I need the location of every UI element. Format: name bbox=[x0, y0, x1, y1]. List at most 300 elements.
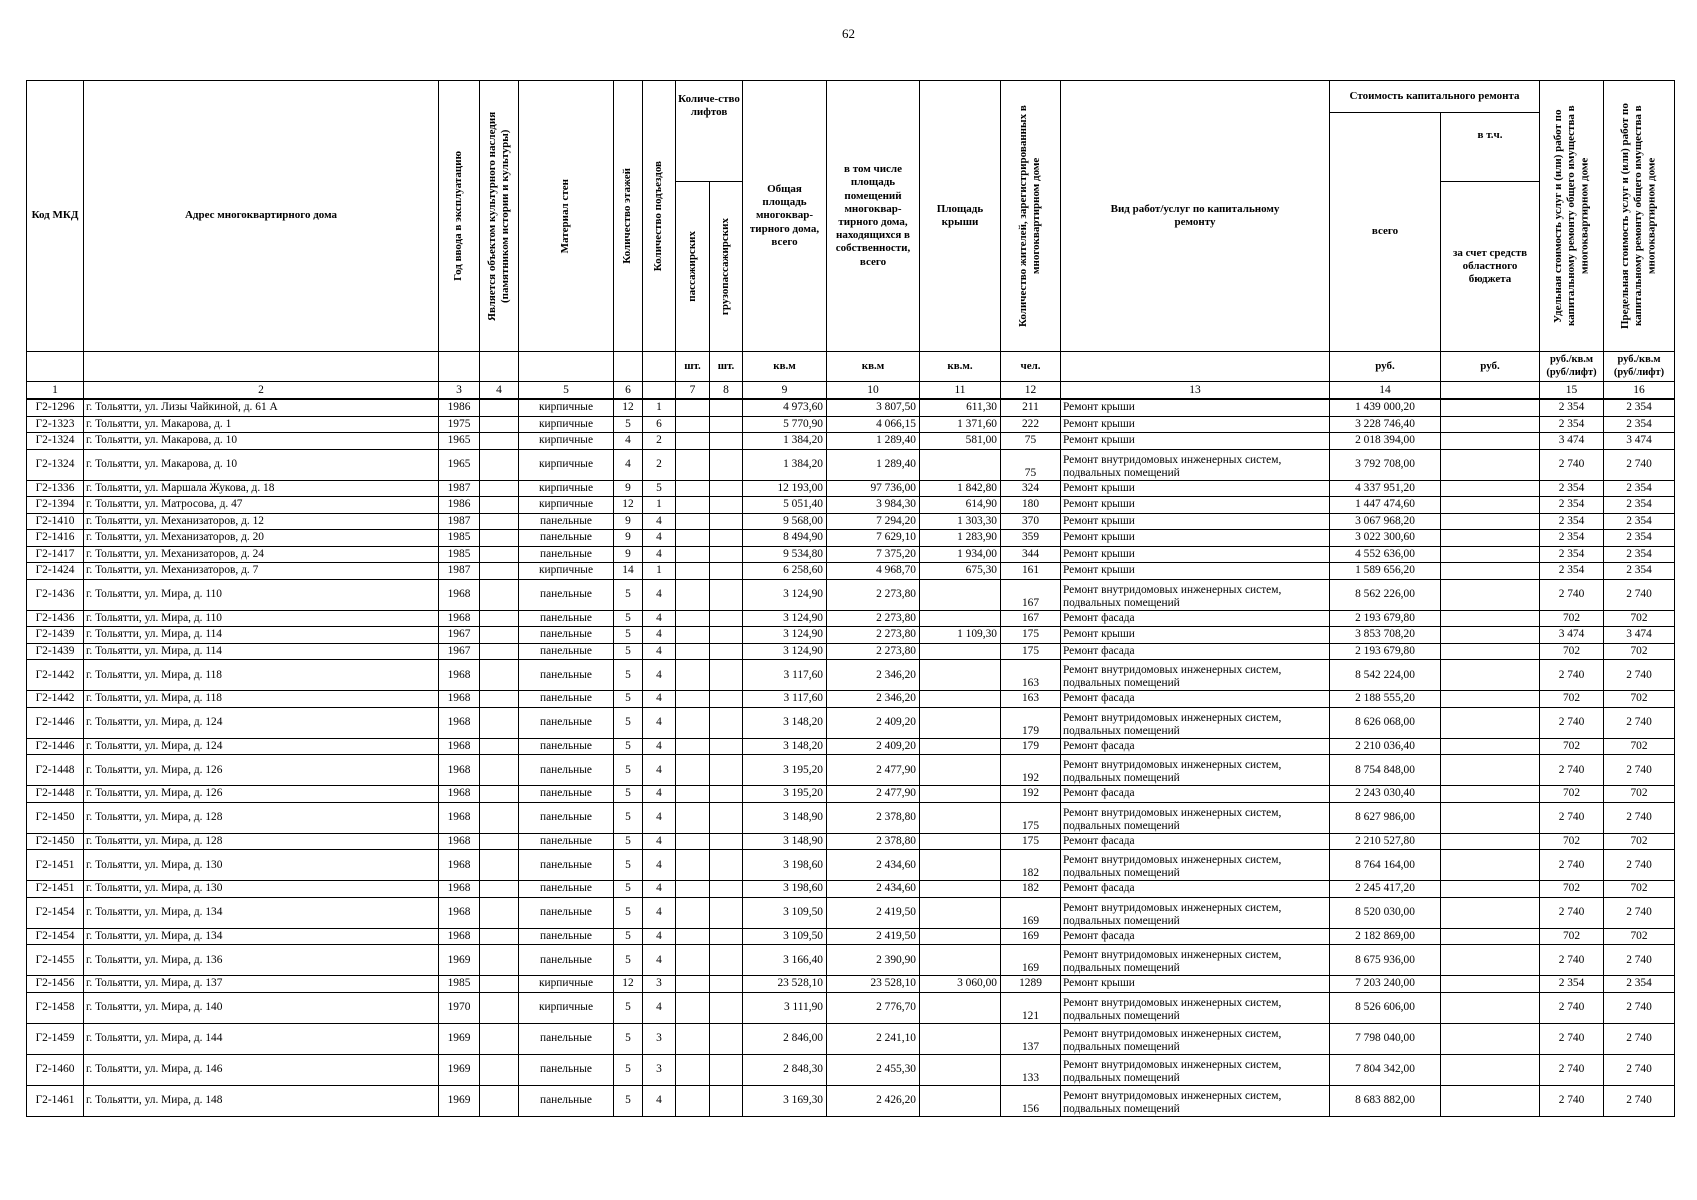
cell-code: Г2-1451 bbox=[27, 881, 84, 898]
cell-residents: 175 bbox=[1001, 627, 1061, 644]
cell-area-total: 3 111,90 bbox=[743, 992, 827, 1023]
cell-entrances: 6 bbox=[643, 416, 676, 433]
cell-work: Ремонт крыши bbox=[1061, 546, 1330, 563]
cell-heritage bbox=[480, 433, 519, 450]
cell-roof bbox=[920, 579, 1001, 610]
unit-pcs-pass: шт. bbox=[676, 352, 710, 382]
cell-code: Г2-1448 bbox=[27, 786, 84, 803]
cell-cost-total: 2 243 030,40 bbox=[1330, 786, 1441, 803]
cell-unit-cost: 2 740 bbox=[1540, 802, 1604, 833]
cell-lifts-cargo bbox=[710, 579, 743, 610]
cell-roof bbox=[920, 786, 1001, 803]
cell-lifts-pass bbox=[676, 802, 710, 833]
cell-code: Г2-1296 bbox=[27, 399, 84, 416]
cell-area-owned: 23 528,10 bbox=[827, 976, 920, 993]
cell-floors: 5 bbox=[614, 660, 643, 691]
cell-year: 1968 bbox=[439, 738, 480, 755]
cell-floors: 5 bbox=[614, 802, 643, 833]
cell-work: Ремонт фасада bbox=[1061, 881, 1330, 898]
cell-area-total: 3 124,90 bbox=[743, 610, 827, 627]
cell-cost-total: 7 804 342,00 bbox=[1330, 1054, 1441, 1085]
cell-limit-cost: 2 740 bbox=[1604, 802, 1675, 833]
cell-lifts-pass bbox=[676, 691, 710, 708]
cell-area-owned: 2 273,80 bbox=[827, 610, 920, 627]
cell-lifts-pass bbox=[676, 945, 710, 976]
cell-cost-regional bbox=[1441, 433, 1540, 450]
column-number: 8 bbox=[710, 382, 743, 400]
cell-entrances: 4 bbox=[643, 897, 676, 928]
header-cost-regional: за счет средств областного бюджета bbox=[1441, 182, 1540, 352]
cell-wall: панельные bbox=[519, 579, 614, 610]
cell-code: Г2-1461 bbox=[27, 1085, 84, 1116]
cell-year: 1965 bbox=[439, 449, 480, 480]
header-floors: Количество этажей bbox=[614, 81, 643, 352]
cell-area-owned: 2 378,80 bbox=[827, 833, 920, 850]
cell-floors: 5 bbox=[614, 897, 643, 928]
cell-roof bbox=[920, 802, 1001, 833]
cell-roof: 675,30 bbox=[920, 563, 1001, 580]
cell-unit-cost: 2 354 bbox=[1540, 497, 1604, 514]
cell-area-owned: 7 294,20 bbox=[827, 513, 920, 530]
cell-entrances: 2 bbox=[643, 433, 676, 450]
header-lifts: Количе-ство лифтов bbox=[676, 81, 743, 182]
cell-lifts-pass bbox=[676, 992, 710, 1023]
cell-unit-cost: 2 740 bbox=[1540, 1023, 1604, 1054]
cell-cost-total: 8 542 224,00 bbox=[1330, 660, 1441, 691]
cell-code: Г2-1436 bbox=[27, 610, 84, 627]
cell-cost-regional bbox=[1441, 707, 1540, 738]
cell-heritage bbox=[480, 738, 519, 755]
cell-cost-total: 8 683 882,00 bbox=[1330, 1085, 1441, 1116]
cell-work: Ремонт крыши bbox=[1061, 513, 1330, 530]
cell-residents: 167 bbox=[1001, 579, 1061, 610]
cell-floors: 5 bbox=[614, 707, 643, 738]
cell-address: г. Тольятти, ул. Мира, д. 114 bbox=[84, 643, 439, 660]
cell-cost-regional bbox=[1441, 563, 1540, 580]
cell-unit-cost: 2 740 bbox=[1540, 579, 1604, 610]
cell-residents: 169 bbox=[1001, 945, 1061, 976]
table-row bbox=[27, 433, 1675, 450]
cell-lifts-pass bbox=[676, 1085, 710, 1116]
cell-wall: панельные bbox=[519, 530, 614, 547]
cell-roof bbox=[920, 738, 1001, 755]
cell-year: 1987 bbox=[439, 563, 480, 580]
cell-year: 1968 bbox=[439, 755, 480, 786]
cell-area-total: 3 148,90 bbox=[743, 833, 827, 850]
cell-floors: 5 bbox=[614, 579, 643, 610]
cell-heritage bbox=[480, 897, 519, 928]
cell-year: 1968 bbox=[439, 928, 480, 945]
cell-residents: 169 bbox=[1001, 928, 1061, 945]
cell-residents: 211 bbox=[1001, 399, 1061, 416]
cell-unit-cost: 702 bbox=[1540, 610, 1604, 627]
cell-code: Г2-1456 bbox=[27, 976, 84, 993]
cell-residents: 359 bbox=[1001, 530, 1061, 547]
cell-floors: 5 bbox=[614, 691, 643, 708]
cell-residents: 121 bbox=[1001, 992, 1061, 1023]
cell-code: Г2-1394 bbox=[27, 497, 84, 514]
cell-work: Ремонт внутридомовых инженерных систем, подвальных помещений bbox=[1061, 660, 1330, 691]
cell-lifts-pass bbox=[676, 928, 710, 945]
cell-roof bbox=[920, 643, 1001, 660]
cell-cost-total: 2 193 679,80 bbox=[1330, 643, 1441, 660]
cell-code: Г2-1439 bbox=[27, 627, 84, 644]
cell-heritage bbox=[480, 449, 519, 480]
cell-lifts-cargo bbox=[710, 691, 743, 708]
cell-address: г. Тольятти, ул. Мира, д. 110 bbox=[84, 610, 439, 627]
header-cost-incl: в т.ч. bbox=[1441, 113, 1540, 182]
cell-code: Г2-1410 bbox=[27, 513, 84, 530]
cell-heritage bbox=[480, 881, 519, 898]
cell-limit-cost: 702 bbox=[1604, 928, 1675, 945]
cell-year: 1968 bbox=[439, 833, 480, 850]
cell-cost-regional bbox=[1441, 399, 1540, 416]
cell-unit-cost: 702 bbox=[1540, 928, 1604, 945]
cell-cost-total: 7 798 040,00 bbox=[1330, 1023, 1441, 1054]
cell-floors: 9 bbox=[614, 546, 643, 563]
cell-lifts-pass bbox=[676, 881, 710, 898]
cell-cost-total: 7 203 240,00 bbox=[1330, 976, 1441, 993]
cell-wall: панельные bbox=[519, 1023, 614, 1054]
cell-limit-cost: 2 740 bbox=[1604, 755, 1675, 786]
cell-code: Г2-1459 bbox=[27, 1023, 84, 1054]
cell-residents: 182 bbox=[1001, 850, 1061, 881]
cell-area-total: 2 846,00 bbox=[743, 1023, 827, 1054]
unit-cost-total: руб. bbox=[1330, 352, 1441, 382]
cell-entrances: 4 bbox=[643, 643, 676, 660]
cell-work: Ремонт фасада bbox=[1061, 928, 1330, 945]
unit-area-total: кв.м bbox=[743, 352, 827, 382]
cell-heritage bbox=[480, 1023, 519, 1054]
cell-roof: 1 842,80 bbox=[920, 480, 1001, 497]
unit-roof: кв.м. bbox=[920, 352, 1001, 382]
table-header bbox=[27, 81, 1675, 400]
cell-code: Г2-1446 bbox=[27, 738, 84, 755]
cell-heritage bbox=[480, 513, 519, 530]
cell-entrances: 4 bbox=[643, 707, 676, 738]
cell-area-owned: 2 455,30 bbox=[827, 1054, 920, 1085]
cell-lifts-pass bbox=[676, 530, 710, 547]
table-row bbox=[27, 881, 1675, 898]
cell-lifts-pass bbox=[676, 850, 710, 881]
cell-code: Г2-1436 bbox=[27, 579, 84, 610]
unit-pcs-cargo: шт. bbox=[710, 352, 743, 382]
cell-address: г. Тольятти, ул. Мира, д. 136 bbox=[84, 945, 439, 976]
cell-entrances: 4 bbox=[643, 833, 676, 850]
cell-lifts-pass bbox=[676, 449, 710, 480]
capital-repair-table bbox=[26, 80, 1675, 1117]
cell-cost-regional bbox=[1441, 497, 1540, 514]
unit-rate: руб./кв.м (руб/лифт) bbox=[1540, 352, 1604, 382]
cell-entrances: 1 bbox=[643, 399, 676, 416]
cell-entrances: 4 bbox=[643, 945, 676, 976]
cell-unit-cost: 702 bbox=[1540, 833, 1604, 850]
cell-unit-cost: 2 740 bbox=[1540, 755, 1604, 786]
cell-address: г. Тольятти, ул. Лизы Чайкиной, д. 61 А bbox=[84, 399, 439, 416]
column-number: 2 bbox=[84, 382, 439, 400]
cell-residents: 344 bbox=[1001, 546, 1061, 563]
cell-cost-regional bbox=[1441, 850, 1540, 881]
cell-entrances: 4 bbox=[643, 513, 676, 530]
column-number: 12 bbox=[1001, 382, 1061, 400]
cell-address: г. Тольятти, ул. Мира, д. 126 bbox=[84, 755, 439, 786]
cell-code: Г2-1336 bbox=[27, 480, 84, 497]
cell-limit-cost: 2 740 bbox=[1604, 945, 1675, 976]
cell-area-owned: 2 273,80 bbox=[827, 643, 920, 660]
cell-residents: 163 bbox=[1001, 660, 1061, 691]
cell-lifts-pass bbox=[676, 480, 710, 497]
column-number: 15 bbox=[1540, 382, 1604, 400]
cell-residents: 175 bbox=[1001, 643, 1061, 660]
cell-floors: 5 bbox=[614, 992, 643, 1023]
cell-unit-cost: 2 740 bbox=[1540, 1085, 1604, 1116]
cell-cost-total: 2 182 869,00 bbox=[1330, 928, 1441, 945]
cell-entrances: 4 bbox=[643, 610, 676, 627]
cell-area-owned: 2 477,90 bbox=[827, 786, 920, 803]
cell-residents: 161 bbox=[1001, 563, 1061, 580]
cell-cost-total: 3 792 708,00 bbox=[1330, 449, 1441, 480]
cell-wall: панельные bbox=[519, 627, 614, 644]
cell-cost-total: 3 853 708,20 bbox=[1330, 627, 1441, 644]
cell-heritage bbox=[480, 399, 519, 416]
cell-area-total: 1 384,20 bbox=[743, 433, 827, 450]
cell-wall: панельные bbox=[519, 833, 614, 850]
cell-heritage bbox=[480, 530, 519, 547]
cell-area-owned: 2 409,20 bbox=[827, 707, 920, 738]
cell-work: Ремонт крыши bbox=[1061, 976, 1330, 993]
cell-lifts-cargo bbox=[710, 480, 743, 497]
cell-work: Ремонт фасада bbox=[1061, 786, 1330, 803]
cell-unit-cost: 702 bbox=[1540, 786, 1604, 803]
cell-work: Ремонт крыши bbox=[1061, 563, 1330, 580]
cell-floors: 5 bbox=[614, 627, 643, 644]
cell-floors: 5 bbox=[614, 945, 643, 976]
cell-area-owned: 7 629,10 bbox=[827, 530, 920, 547]
cell-roof: 1 303,30 bbox=[920, 513, 1001, 530]
table-row bbox=[27, 738, 1675, 755]
cell-lifts-cargo bbox=[710, 627, 743, 644]
cell-year: 1968 bbox=[439, 786, 480, 803]
table-row bbox=[27, 399, 1675, 416]
column-number: 3 bbox=[439, 382, 480, 400]
cell-wall: панельные bbox=[519, 802, 614, 833]
cell-year: 1985 bbox=[439, 976, 480, 993]
cell-code: Г2-1324 bbox=[27, 449, 84, 480]
cell-entrances: 4 bbox=[643, 691, 676, 708]
cell-unit-cost: 2 354 bbox=[1540, 546, 1604, 563]
cell-area-total: 23 528,10 bbox=[743, 976, 827, 993]
cell-work: Ремонт внутридомовых инженерных систем, подвальных помещений bbox=[1061, 897, 1330, 928]
cell-unit-cost: 2 740 bbox=[1540, 992, 1604, 1023]
cell-address: г. Тольятти, ул. Мира, д. 140 bbox=[84, 992, 439, 1023]
cell-lifts-cargo bbox=[710, 399, 743, 416]
unit-limit: руб./кв.м (руб/лифт) bbox=[1604, 352, 1675, 382]
page-number: 62 bbox=[842, 26, 855, 41]
cell-address: г. Тольятти, ул. Макарова, д. 10 bbox=[84, 449, 439, 480]
cell-area-owned: 4 968,70 bbox=[827, 563, 920, 580]
cell-cost-regional bbox=[1441, 660, 1540, 691]
cell-residents: 167 bbox=[1001, 610, 1061, 627]
cell-floors: 5 bbox=[614, 416, 643, 433]
cell-year: 1969 bbox=[439, 1023, 480, 1054]
cell-year: 1968 bbox=[439, 610, 480, 627]
header-cost: Стоимость капитального ремонта bbox=[1330, 81, 1540, 113]
cell-code: Г2-1323 bbox=[27, 416, 84, 433]
cell-cost-total: 3 228 746,40 bbox=[1330, 416, 1441, 433]
table-row bbox=[27, 976, 1675, 993]
cell-wall: кирпичные bbox=[519, 416, 614, 433]
cell-floors: 4 bbox=[614, 449, 643, 480]
cell-limit-cost: 702 bbox=[1604, 691, 1675, 708]
cell-lifts-pass bbox=[676, 738, 710, 755]
cell-lifts-cargo bbox=[710, 660, 743, 691]
cell-lifts-cargo bbox=[710, 530, 743, 547]
cell-wall: панельные bbox=[519, 660, 614, 691]
cell-unit-cost: 2 740 bbox=[1540, 850, 1604, 881]
column-number: 6 bbox=[614, 382, 643, 400]
cell-unit-cost: 2 740 bbox=[1540, 707, 1604, 738]
cell-heritage bbox=[480, 992, 519, 1023]
cell-year: 1967 bbox=[439, 643, 480, 660]
cell-lifts-cargo bbox=[710, 1023, 743, 1054]
cell-roof: 1 934,00 bbox=[920, 546, 1001, 563]
table-row bbox=[27, 945, 1675, 976]
cell-area-total: 9 534,80 bbox=[743, 546, 827, 563]
table-row bbox=[27, 449, 1675, 480]
cell-year: 1968 bbox=[439, 897, 480, 928]
cell-work: Ремонт внутридомовых инженерных систем, подвальных помещений bbox=[1061, 1023, 1330, 1054]
cell-cost-total: 1 439 000,20 bbox=[1330, 399, 1441, 416]
cell-address: г. Тольятти, ул. Механизаторов, д. 24 bbox=[84, 546, 439, 563]
table-row bbox=[27, 1023, 1675, 1054]
cell-floors: 5 bbox=[614, 786, 643, 803]
header-area-total: Общая площадь многоквар-тирного дома, всего bbox=[743, 81, 827, 352]
cell-heritage bbox=[480, 976, 519, 993]
table-row bbox=[27, 802, 1675, 833]
cell-entrances: 4 bbox=[643, 928, 676, 945]
cell-code: Г2-1450 bbox=[27, 802, 84, 833]
cell-work: Ремонт крыши bbox=[1061, 480, 1330, 497]
cell-area-total: 3 109,50 bbox=[743, 928, 827, 945]
cell-wall: кирпичные bbox=[519, 563, 614, 580]
cell-entrances: 1 bbox=[643, 563, 676, 580]
column-number bbox=[643, 382, 676, 400]
cell-cost-regional bbox=[1441, 802, 1540, 833]
cell-year: 1985 bbox=[439, 546, 480, 563]
cell-area-total: 3 109,50 bbox=[743, 897, 827, 928]
cell-limit-cost: 2 740 bbox=[1604, 1054, 1675, 1085]
header-entrances: Количество подъездов bbox=[643, 81, 676, 352]
cell-cost-regional bbox=[1441, 897, 1540, 928]
cell-area-owned: 2 776,70 bbox=[827, 992, 920, 1023]
column-number: 16 bbox=[1604, 382, 1675, 400]
cell-heritage bbox=[480, 928, 519, 945]
cell-area-owned: 2 434,60 bbox=[827, 850, 920, 881]
cell-code: Г2-1439 bbox=[27, 643, 84, 660]
table-row bbox=[27, 850, 1675, 881]
cell-area-total: 3 166,40 bbox=[743, 945, 827, 976]
cell-unit-cost: 2 740 bbox=[1540, 945, 1604, 976]
cell-year: 1975 bbox=[439, 416, 480, 433]
cell-code: Г2-1442 bbox=[27, 660, 84, 691]
unit-area-owned: кв.м bbox=[827, 352, 920, 382]
cell-lifts-cargo bbox=[710, 513, 743, 530]
cell-lifts-pass bbox=[676, 976, 710, 993]
cell-area-total: 12 193,00 bbox=[743, 480, 827, 497]
cell-lifts-cargo bbox=[710, 945, 743, 976]
cell-code: Г2-1450 bbox=[27, 833, 84, 850]
cell-code: Г2-1454 bbox=[27, 897, 84, 928]
cell-address: г. Тольятти, ул. Мира, д. 134 bbox=[84, 897, 439, 928]
cell-heritage bbox=[480, 660, 519, 691]
cell-floors: 12 bbox=[614, 497, 643, 514]
cell-entrances: 4 bbox=[643, 660, 676, 691]
cell-area-total: 3 198,60 bbox=[743, 881, 827, 898]
cell-code: Г2-1460 bbox=[27, 1054, 84, 1085]
cell-cost-total: 3 067 968,20 bbox=[1330, 513, 1441, 530]
cell-limit-cost: 702 bbox=[1604, 643, 1675, 660]
cell-wall: панельные bbox=[519, 881, 614, 898]
cell-area-owned: 2 273,80 bbox=[827, 627, 920, 644]
cell-unit-cost: 2 354 bbox=[1540, 399, 1604, 416]
cell-cost-regional bbox=[1441, 1085, 1540, 1116]
table-body bbox=[27, 399, 1675, 1116]
cell-area-owned: 2 419,50 bbox=[827, 897, 920, 928]
table-row bbox=[27, 497, 1675, 514]
cell-wall: кирпичные bbox=[519, 449, 614, 480]
cell-area-owned: 2 346,20 bbox=[827, 691, 920, 708]
table-row bbox=[27, 1054, 1675, 1085]
cell-limit-cost: 2 740 bbox=[1604, 579, 1675, 610]
cell-entrances: 3 bbox=[643, 976, 676, 993]
cell-lifts-pass bbox=[676, 755, 710, 786]
cell-address: г. Тольятти, ул. Мира, д. 114 bbox=[84, 627, 439, 644]
cell-heritage bbox=[480, 546, 519, 563]
cell-area-total: 3 169,30 bbox=[743, 1085, 827, 1116]
table-row bbox=[27, 610, 1675, 627]
cell-floors: 9 bbox=[614, 513, 643, 530]
cell-heritage bbox=[480, 627, 519, 644]
cell-year: 1970 bbox=[439, 992, 480, 1023]
cell-limit-cost: 2 740 bbox=[1604, 897, 1675, 928]
table-row bbox=[27, 707, 1675, 738]
cell-limit-cost: 2 740 bbox=[1604, 992, 1675, 1023]
cell-area-owned: 1 289,40 bbox=[827, 433, 920, 450]
cell-heritage bbox=[480, 643, 519, 660]
cell-address: г. Тольятти, ул. Мира, д. 134 bbox=[84, 928, 439, 945]
cell-wall: панельные bbox=[519, 850, 614, 881]
cell-heritage bbox=[480, 755, 519, 786]
cell-floors: 14 bbox=[614, 563, 643, 580]
cell-code: Г2-1417 bbox=[27, 546, 84, 563]
cell-area-owned: 2 434,60 bbox=[827, 881, 920, 898]
cell-year: 1987 bbox=[439, 513, 480, 530]
table-row bbox=[27, 691, 1675, 708]
table-row bbox=[27, 546, 1675, 563]
cell-unit-cost: 702 bbox=[1540, 738, 1604, 755]
cell-lifts-pass bbox=[676, 579, 710, 610]
cell-floors: 5 bbox=[614, 643, 643, 660]
unit-cost-regional: руб. bbox=[1441, 352, 1540, 382]
cell-wall: кирпичные bbox=[519, 480, 614, 497]
cell-area-total: 3 124,90 bbox=[743, 643, 827, 660]
cell-lifts-cargo bbox=[710, 546, 743, 563]
cell-work: Ремонт фасада bbox=[1061, 691, 1330, 708]
cell-entrances: 4 bbox=[643, 786, 676, 803]
cell-lifts-pass bbox=[676, 497, 710, 514]
cell-address: г. Тольятти, ул. Мира, д. 118 bbox=[84, 691, 439, 708]
cell-lifts-cargo bbox=[710, 497, 743, 514]
